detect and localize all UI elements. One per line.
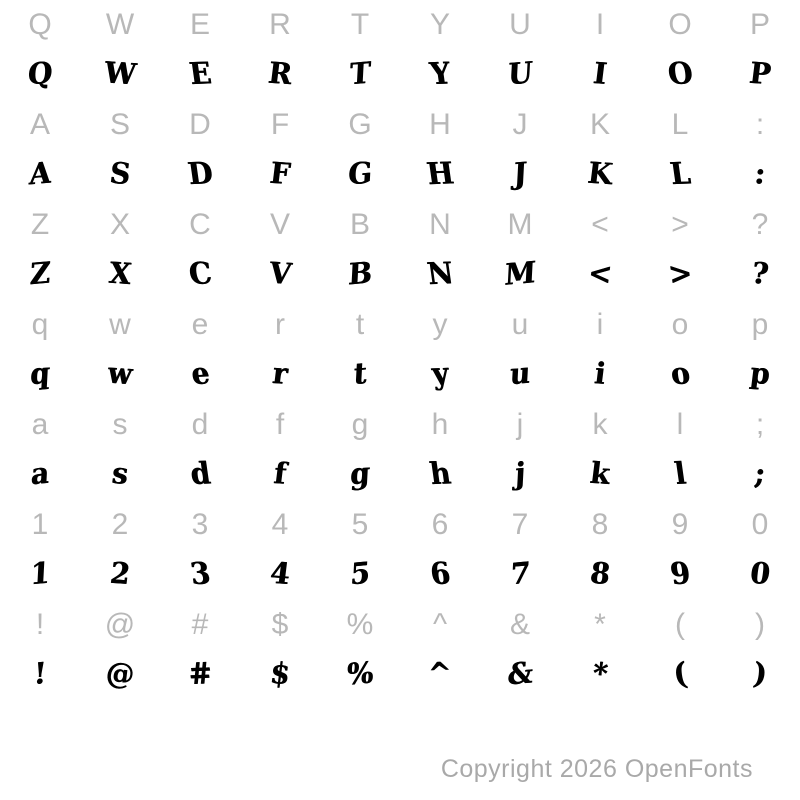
styled-glyph: I (591, 55, 609, 91)
reference-glyph: ( (675, 608, 685, 641)
reference-glyph: e (191, 308, 209, 341)
glyph-row-pair-digits (0, 500, 800, 600)
reference-glyph: 3 (191, 508, 209, 541)
styled-row-uppercase-home (0, 146, 800, 200)
styled-glyph: J (512, 154, 528, 192)
reference-glyph: X (109, 208, 130, 241)
reference-row-uppercase-home (0, 100, 800, 146)
styled-glyph: o (668, 354, 692, 392)
reference-glyph: # (191, 608, 209, 641)
reference-glyph: F (270, 108, 290, 141)
reference-glyph: 6 (431, 508, 449, 541)
reference-glyph: u (511, 308, 529, 341)
glyph-row-pair-lowercase-top (0, 300, 800, 400)
reference-glyph: g (351, 408, 369, 441)
styled-glyph: L (667, 154, 693, 192)
reference-glyph: 8 (591, 508, 609, 541)
styled-row-uppercase-top (0, 46, 800, 100)
reference-glyph: t (355, 308, 365, 341)
reference-glyph: k (592, 408, 608, 441)
reference-glyph: C (189, 208, 211, 241)
styled-glyph: ^ (425, 654, 455, 692)
reference-row-lowercase-top (0, 300, 800, 346)
styled-glyph: r (270, 355, 290, 391)
reference-glyph: 9 (671, 508, 689, 541)
reference-row-uppercase-top (0, 0, 800, 46)
styled-glyph: h (427, 454, 453, 492)
reference-glyph: K (589, 108, 610, 141)
styled-glyph: 0 (748, 555, 772, 591)
reference-glyph: & (509, 608, 530, 641)
styled-glyph: i (592, 355, 608, 391)
reference-glyph: U (509, 8, 531, 41)
reference-glyph: o (671, 308, 689, 341)
styled-glyph: ; (752, 455, 768, 491)
reference-glyph: N (429, 208, 451, 241)
styled-glyph: w (105, 354, 135, 392)
reference-glyph: H (429, 108, 451, 141)
styled-glyph: W (102, 54, 138, 92)
reference-row-lowercase-home (0, 400, 800, 446)
reference-glyph: ; (755, 408, 765, 441)
styled-glyph: R (266, 54, 294, 92)
styled-glyph: g (349, 454, 371, 492)
styled-glyph: j (514, 455, 526, 491)
styled-glyph: E (186, 54, 214, 92)
styled-glyph: u (508, 354, 532, 392)
reference-glyph: < (591, 208, 609, 241)
glyph-row-pair-symbols (0, 600, 800, 700)
reference-glyph: V (269, 208, 290, 241)
styled-glyph: U (506, 54, 534, 92)
reference-glyph: Z (30, 208, 50, 241)
styled-glyph: $ (268, 655, 292, 691)
reference-row-digits (0, 500, 800, 546)
reference-glyph: d (191, 408, 209, 441)
reference-glyph: q (31, 308, 49, 341)
styled-row-uppercase-bottom (0, 246, 800, 300)
reference-glyph: j (516, 408, 524, 441)
styled-glyph: S (107, 155, 133, 191)
styled-glyph: * (590, 655, 610, 691)
styled-glyph: P (747, 55, 773, 91)
styled-glyph: 7 (509, 554, 531, 592)
styled-glyph: l (672, 455, 688, 491)
reference-glyph: W (105, 8, 135, 41)
styled-glyph: p (748, 355, 772, 391)
reference-row-uppercase-bottom (0, 200, 800, 246)
styled-glyph: q (29, 354, 51, 392)
styled-row-digits (0, 546, 800, 600)
reference-glyph: : (755, 108, 765, 141)
styled-glyph: # (185, 654, 215, 692)
reference-glyph: Y (429, 8, 450, 41)
styled-glyph: D (185, 154, 215, 192)
reference-glyph: ) (755, 608, 765, 641)
styled-glyph: T (348, 54, 372, 92)
styled-glyph: 5 (349, 554, 371, 592)
styled-glyph: X (107, 255, 133, 291)
reference-glyph: i (596, 308, 604, 341)
reference-glyph: O (668, 8, 692, 41)
reference-glyph: S (109, 108, 130, 141)
styled-glyph: & (506, 654, 534, 692)
styled-glyph: d (187, 454, 213, 492)
glyph-row-pair-uppercase-bottom (0, 200, 800, 300)
styled-glyph: Z (28, 254, 52, 292)
styled-glyph: Y (427, 54, 453, 92)
styled-row-symbols (0, 646, 800, 700)
reference-glyph: $ (271, 608, 289, 641)
styled-glyph: y (429, 354, 451, 392)
styled-glyph: 6 (427, 554, 453, 592)
styled-glyph: f (271, 455, 289, 491)
styled-glyph: ) (751, 655, 769, 691)
reference-glyph: P (749, 8, 770, 41)
reference-glyph: 2 (111, 508, 129, 541)
reference-glyph: E (189, 8, 210, 41)
glyph-row-pair-lowercase-home (0, 400, 800, 500)
reference-glyph: @ (104, 608, 136, 641)
styled-glyph: 1 (29, 554, 51, 592)
styled-glyph: F (267, 155, 293, 191)
styled-glyph: H (424, 154, 456, 192)
styled-glyph: 2 (108, 555, 132, 591)
styled-glyph: G (347, 154, 373, 192)
reference-glyph: 5 (351, 508, 369, 541)
styled-glyph: ( (670, 655, 690, 691)
styled-glyph: 4 (268, 555, 292, 591)
styled-glyph: M (503, 254, 537, 292)
reference-glyph: 1 (31, 508, 49, 541)
reference-glyph: I (595, 8, 605, 41)
styled-glyph: > (665, 254, 695, 292)
styled-glyph: @ (103, 654, 137, 692)
styled-glyph: O (665, 54, 695, 92)
glyph-row-pair-uppercase-top (0, 0, 800, 100)
reference-glyph: A (29, 108, 50, 141)
styled-glyph: : (752, 155, 768, 191)
styled-glyph: K (585, 154, 615, 192)
reference-glyph: f (275, 408, 285, 441)
styled-glyph: C (186, 254, 214, 292)
reference-glyph: a (31, 408, 49, 441)
reference-glyph: * (594, 608, 606, 641)
styled-glyph: Q (26, 54, 54, 92)
reference-glyph: y (432, 308, 448, 341)
reference-glyph: s (112, 408, 128, 441)
reference-glyph: 4 (271, 508, 289, 541)
reference-glyph: ? (751, 208, 769, 241)
styled-glyph: < (586, 254, 614, 292)
styled-glyph: e (188, 354, 212, 392)
reference-glyph: Q (28, 8, 52, 41)
reference-glyph: 7 (511, 508, 529, 541)
reference-glyph: h (431, 408, 449, 441)
reference-glyph: > (671, 208, 689, 241)
styled-glyph: 3 (187, 554, 213, 592)
styled-glyph: ! (32, 654, 48, 692)
reference-glyph: D (189, 108, 211, 141)
reference-glyph: l (676, 408, 684, 441)
reference-glyph: % (346, 608, 374, 641)
reference-glyph: 0 (751, 508, 769, 541)
styled-glyph: % (345, 654, 375, 692)
styled-glyph: s (110, 455, 130, 491)
styled-glyph: t (352, 354, 368, 392)
styled-glyph: 8 (588, 555, 612, 591)
glyph-row-pair-uppercase-home (0, 100, 800, 200)
styled-glyph: ? (749, 255, 771, 291)
reference-row-symbols (0, 600, 800, 646)
reference-glyph: p (751, 308, 769, 341)
styled-glyph: A (28, 154, 52, 192)
reference-glyph: M (507, 208, 533, 241)
styled-glyph: 9 (667, 554, 693, 592)
reference-glyph: T (350, 8, 370, 41)
reference-glyph: R (269, 8, 291, 41)
styled-glyph: V (267, 255, 293, 291)
reference-glyph: J (512, 108, 528, 141)
reference-glyph: ^ (432, 608, 448, 641)
styled-glyph: N (424, 254, 456, 292)
styled-glyph: B (347, 254, 373, 292)
copyright-text: Copyright 2026 OpenFonts (440, 755, 753, 783)
styled-glyph: k (588, 455, 612, 491)
styled-glyph: a (30, 454, 50, 492)
reference-glyph: r (275, 308, 285, 341)
styled-row-lowercase-top (0, 346, 800, 400)
reference-glyph: B (349, 208, 370, 241)
styled-row-lowercase-home (0, 446, 800, 500)
reference-glyph: w (109, 308, 131, 341)
reference-glyph: G (348, 108, 372, 141)
reference-glyph: L (671, 108, 689, 141)
reference-glyph: ! (35, 608, 45, 641)
